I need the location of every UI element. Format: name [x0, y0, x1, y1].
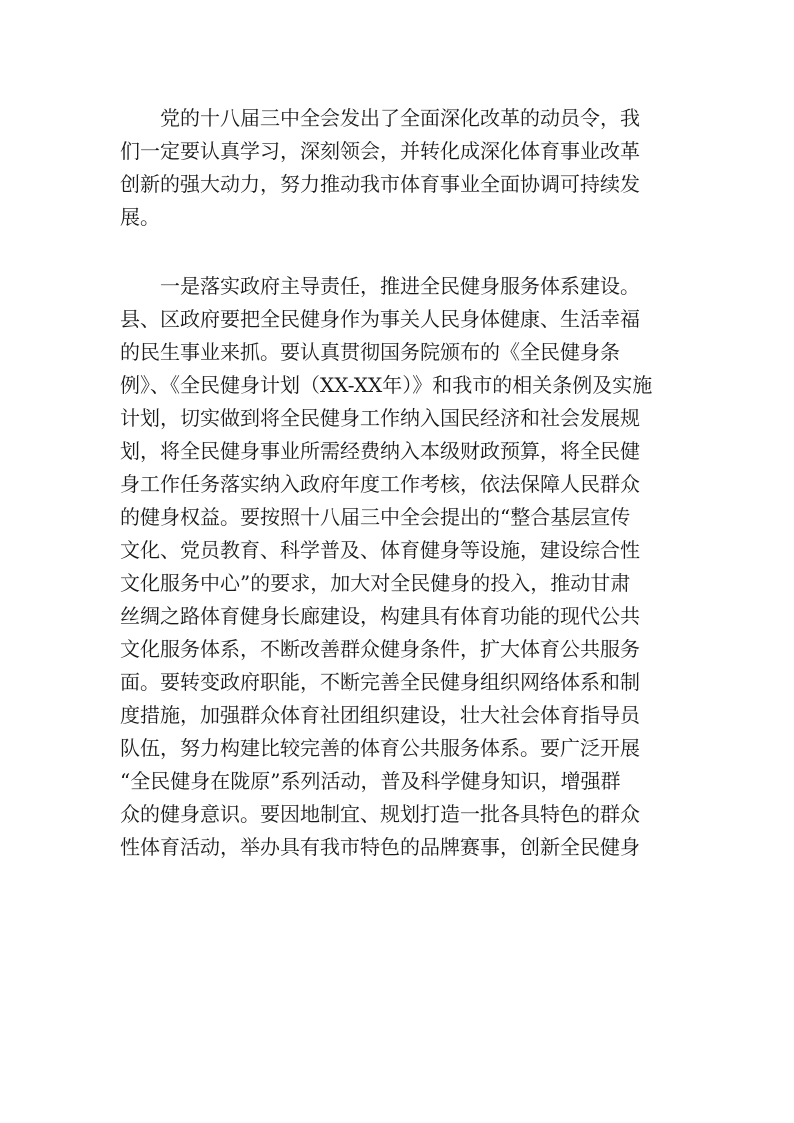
text-line: 众的健身意识。要因地制宜、规划打造一批各具特色的群众 [120, 802, 640, 826]
text-line: 队伍，努力构建比较完善的体育公共服务体系。要广泛开展 [120, 736, 640, 760]
text-line: 身工作任务落实纳入政府年度工作考核，依法保障人民群众 [120, 472, 640, 496]
paragraph-government-responsibility [120, 270, 680, 864]
text-line: 一是落实政府主导责任，推进全民健身服务体系建设。 [120, 274, 640, 298]
text-line: 展。 [120, 205, 160, 229]
text-line: 丝绸之路体育健身长廊建设，构建具有体育功能的现代公共 [120, 604, 640, 628]
text-line: 面。要转变政府职能，不断完善全民健身组织网络体系和制 [120, 670, 640, 694]
text-line: 计划，切实做到将全民健身工作纳入国民经济和社会发展规 [120, 406, 640, 430]
text-line: 性体育活动，举办具有我市特色的品牌赛事，创新全民健身 [120, 835, 640, 859]
text-line: 文化、党员教育、科学普及、体育健身等设施，建设综合性 [120, 538, 640, 562]
text-line: 的健身权益。要按照十八届三中全会提出的“整合基层宣传 [120, 505, 631, 529]
text-line: 的民生事业来抓。要认真贯彻国务院颁布的《全民健身条 [120, 340, 620, 364]
text-line: “全民健身在陇原”系列活动，普及科学健身知识，增强群 [120, 769, 621, 793]
text-line: 县、区政府要把全民健身作为事关人民身体健康、生活幸福 [120, 307, 640, 331]
text-line: 例》、《全民健身计划（XX-XX年）》和我市的相关条例及实施 [120, 373, 653, 397]
text-line: 们一定要认真学习，深刻领会，并转化成深化体育事业改革 [120, 139, 640, 163]
text-line: 文化服务中心”的要求，加大对全民健身的投入，推动甘肃 [120, 571, 631, 595]
text-line: 创新的强大动力，努力推动我市体育事业全面协调可持续发 [120, 172, 640, 196]
text-line: 文化服务体系，不断改善群众健身条件，扩大体育公共服务 [120, 637, 640, 661]
paragraph-reform-intro [120, 102, 680, 234]
text-line: 度措施，加强群众体育社团组织建设，壮大社会体育指导员 [120, 703, 640, 727]
text-line: 划，将全民健身事业所需经费纳入本级财政预算，将全民健 [120, 439, 640, 463]
text-line: 党的十八届三中全会发出了全面深化改革的动员令，我 [120, 106, 640, 130]
